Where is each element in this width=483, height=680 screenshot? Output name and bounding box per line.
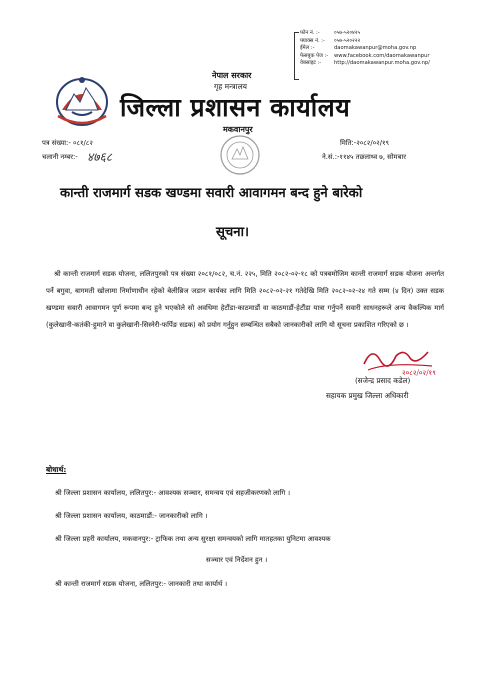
nepal-sambat-date: ने.सं.:-११४५ तछलाथ्व ७, सोमबार xyxy=(322,153,406,161)
contact-fax: फ्याक्स नं. :- ०५७-५२०२२२ xyxy=(300,37,361,44)
signature-icon xyxy=(358,342,438,378)
cc-item-continuation: सञ्चार एवं निर्देशन हुन । xyxy=(206,556,268,564)
office-seal-icon xyxy=(218,133,262,177)
government-name: नेपाल सरकार xyxy=(212,71,252,80)
cc-item: श्री जिल्ला प्रशासन कार्यालय, ललितपुर:- आवश्यक सञ्चार, समन्वय एवं सहजीकरणको लागि । xyxy=(55,489,291,497)
contact-bracket xyxy=(294,32,299,80)
cc-item: श्री कान्ती राजमार्ग सडक योजना, ललितपुर:- जानकारी तथा कार्यार्थ । xyxy=(55,580,228,588)
subject-line: कान्ती राजमार्ग सडक खण्डमा सवारी आवागमन बन्द हुने बारेको xyxy=(60,186,363,201)
contact-facebook: फेसबुक पेज :- www.facebook.com/daomakawanpur xyxy=(300,52,430,59)
signature-date: २०८२/०२/१९ xyxy=(402,369,436,377)
signer-name: (सजेन्द्र प्रसाद कडेल) xyxy=(355,376,411,385)
signer-title: सहायक प्रमुख जिल्ला अधिकारी xyxy=(326,391,409,400)
letter-number: पत्र संख्या:- ०८१/८२ xyxy=(42,139,93,147)
contact-website: वेबसाइट :- http://daomakawanpur.moha.gov.np/ xyxy=(300,60,430,67)
notice-body: श्री कान्ती राजमार्ग सडक योजना, ललितपुरको पत्र संख्या २०८१/०८२, च.नं. २२५, मिति २०८२-०२-१८ को पत्रबमोजिम कान्ती राजमार्ग सडक योजना अन्तर्गत पर्ने बगुवा, बागमती खोलामा निर्माणाधीन रहेको बेलीब्रिज जडान कार्यका लागि मिति २०८२-०२-२१ गतेदेखि मिति २०८२-०२-२४ गते सम्म (४ दिन) उक्त सडक खण्डमा सवारी आवागमन पूर्ण रूपमा बन्द हुने भएकोले सो अवधिमा हेटौंडा-काठमाडौं वा काठमाडौं-हेटौंडा यात्रा गर्नुपर्ने सवारी साधनहरूले अन्य वैकल्पिक मार्ग (कुलेखानी-कतंकी-हुमाने वा कुलेखानी-सिस्नेरी-फर्पिङ सडक) को प्रयोग गर्नुहुन सम्बन्धित सबैको जानकारीको लागि यो सूचना प्रकाशित गरिएको छ । xyxy=(46,270,444,329)
letter-date: मिति:-२०८२/०२/१९ xyxy=(340,139,390,147)
cc-heading: बोधार्थ: xyxy=(46,465,67,474)
contact-phone: फोन नं. :- ०५७-५२०४२५ xyxy=(300,30,361,36)
dispatch-number-label: चलानी नम्बर:- xyxy=(42,153,78,161)
cc-item: श्री जिल्ला प्रशासन कार्यालय, काठमाडौं:- जानकारीको लागि । xyxy=(55,512,208,520)
contact-email: ईमेल :- daomakawanpur@moha.gov.np xyxy=(300,45,417,52)
dispatch-number-handwritten: ४७६८ xyxy=(87,150,112,164)
contact-box xyxy=(300,30,470,82)
office-title: जिल्ला प्रशासन कार्यालय xyxy=(120,93,351,122)
district-name: मकवानपुर xyxy=(223,125,253,134)
ministry-name: गृह मन्त्रालय xyxy=(214,82,248,91)
cc-item: श्री जिल्ला प्रहरी कार्यालय, मकवानपुर:- ट्राफिक तथा अन्य सुरक्षा समन्वयको लागि मातहतका युनिटमा आवश्यक xyxy=(55,535,331,543)
notice-heading: सूचना। xyxy=(216,225,250,240)
nepal-emblem-icon xyxy=(52,70,112,130)
